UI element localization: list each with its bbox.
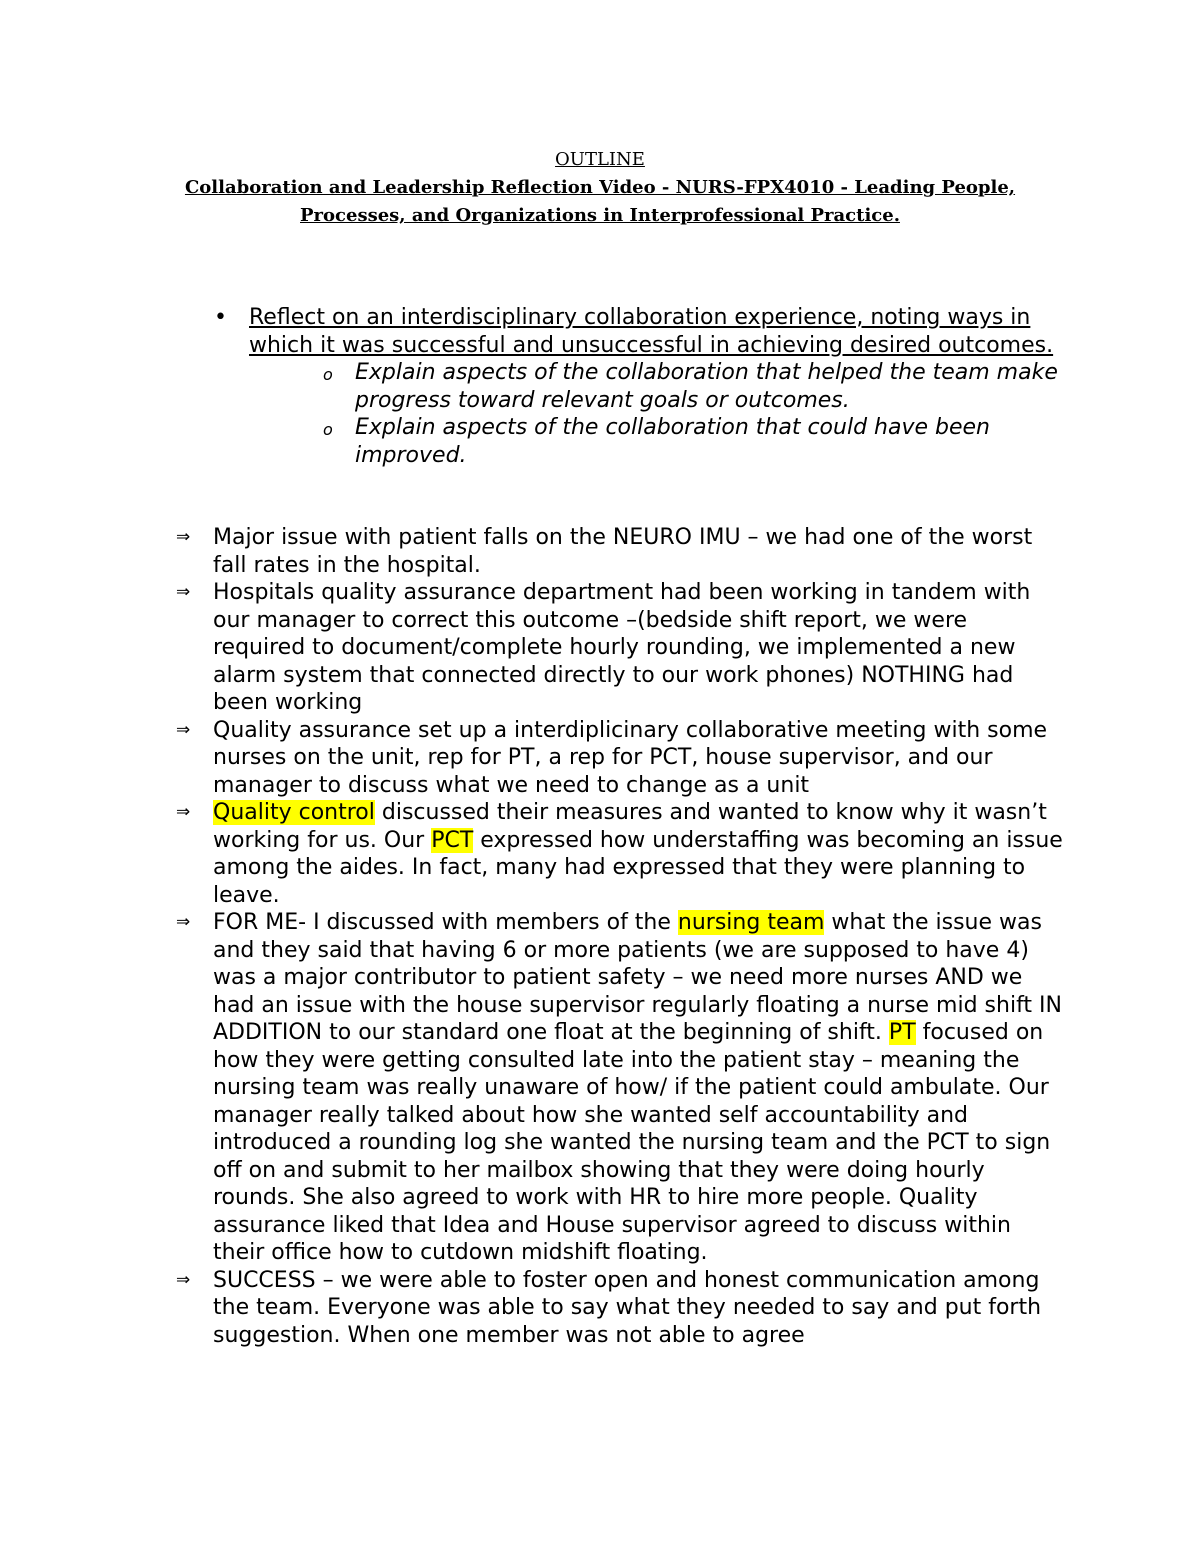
arrow-icon: ⇒ [176, 802, 191, 822]
highlighted-text: PT [888, 1020, 916, 1045]
note-text: FOR ME- I discussed with members of the [213, 910, 678, 935]
note-item [176, 1267, 1066, 1350]
note-text: what the issue was and they said that having 6 or more patients (we are supposed to have 4) was a major contributor to patient safety – we need more nurses AND we had an issue with the house supervisor regularly floating a nurse mid shift IN ADDITION to our standard one float at the beginning of shift. [213, 910, 1062, 1045]
note-item [176, 579, 1066, 717]
sub-item [249, 414, 1074, 469]
sub-bullet-icon: o [323, 365, 333, 384]
note-text: SUCCESS – we were able to foster open and honest communication among the team. Everyone was able to say what they needed to say and put forth suggestion. When one member was not able to agree [213, 1267, 1042, 1348]
arrow-icon: ⇒ [176, 719, 191, 740]
note-text: focused on how they were getting consulted late into the patient stay – meaning the nursing team was really unaware of how/ if the patient could ambulate. Our manager really talked about how she wanted self accountability and introduced a rounding log she wanted the nursing team and the PCT to sign off on and submit to her mailbox showing that they were doing hourly rounds. She also agreed to work with HR to hire more people. Quality assurance liked that Idea and House supervisor agreed to discuss within their office how to cutdown midshift floating. [213, 1020, 1051, 1265]
prompt-item [214, 304, 1074, 469]
outline-title: OUTLINE [555, 149, 645, 170]
prompt-text: Reflect on an interdisciplinary collaboration experience, noting ways in which it was successful and unsuccessful in achieving desired outcomes. [249, 305, 1054, 358]
highlighted-text: PCT [431, 827, 474, 853]
note-item [176, 909, 1066, 1267]
note-text: discussed their measures and wanted to know why it wasn’t working for us. Our [213, 800, 1047, 853]
note-item [176, 799, 1066, 909]
arrow-icon: ⇒ [176, 527, 191, 547]
note-text: Quality assurance set up a interdiplicinary collaborative meeting with some nurses on the unit, rep for PT, a rep for PCT, house supervisor, and our manager to discuss what we need to change as a unit [213, 717, 1048, 798]
prompt-list [214, 304, 1074, 469]
sub-item-text: Explain aspects of the collaboration that could have been improved. [355, 415, 990, 468]
arrow-icon: ⇒ [176, 582, 191, 602]
subtitle-line-1: Collaboration and Leadership Reflection Video - NURS-FPX4010 - Leading People, [184, 177, 1016, 198]
document-subtitle [160, 174, 1040, 230]
note-text: expressed how understaffing was becoming an issue among the aides. In fact, many had expressed that they were planning to leave. [213, 827, 1063, 908]
notes-list [176, 524, 1066, 1349]
note-text: Major issue with patient falls on the NEURO IMU – we had one of the worst fall rates in the hospital. [213, 525, 1033, 578]
sub-bullet-icon: o [323, 420, 333, 439]
note-text: Hospitals quality assurance department had been working in tandem with our manager to correct this outcome –(bedside shift report, we were required to document/complete hourly rounding, we implemented a new alarm system that connected directly to our work phones) NOTHING had been working [213, 580, 1031, 715]
subtitle-line-2: Processes, and Organizations in Interprofessional Practice. [300, 205, 900, 226]
document-header [160, 146, 1040, 230]
bullet-icon: • [214, 305, 227, 330]
sub-item [249, 359, 1074, 414]
note-item [176, 524, 1066, 579]
highlighted-text: nursing team [677, 910, 825, 935]
arrow-icon: ⇒ [176, 1269, 191, 1290]
note-item [176, 717, 1066, 800]
prompt-sub-list [249, 359, 1074, 469]
sub-item-text: Explain aspects of the collaboration that helped the team make progress toward relevant goals or outcomes. [355, 360, 1058, 413]
highlighted-text: Quality control [213, 800, 375, 825]
arrow-icon: ⇒ [176, 912, 191, 932]
